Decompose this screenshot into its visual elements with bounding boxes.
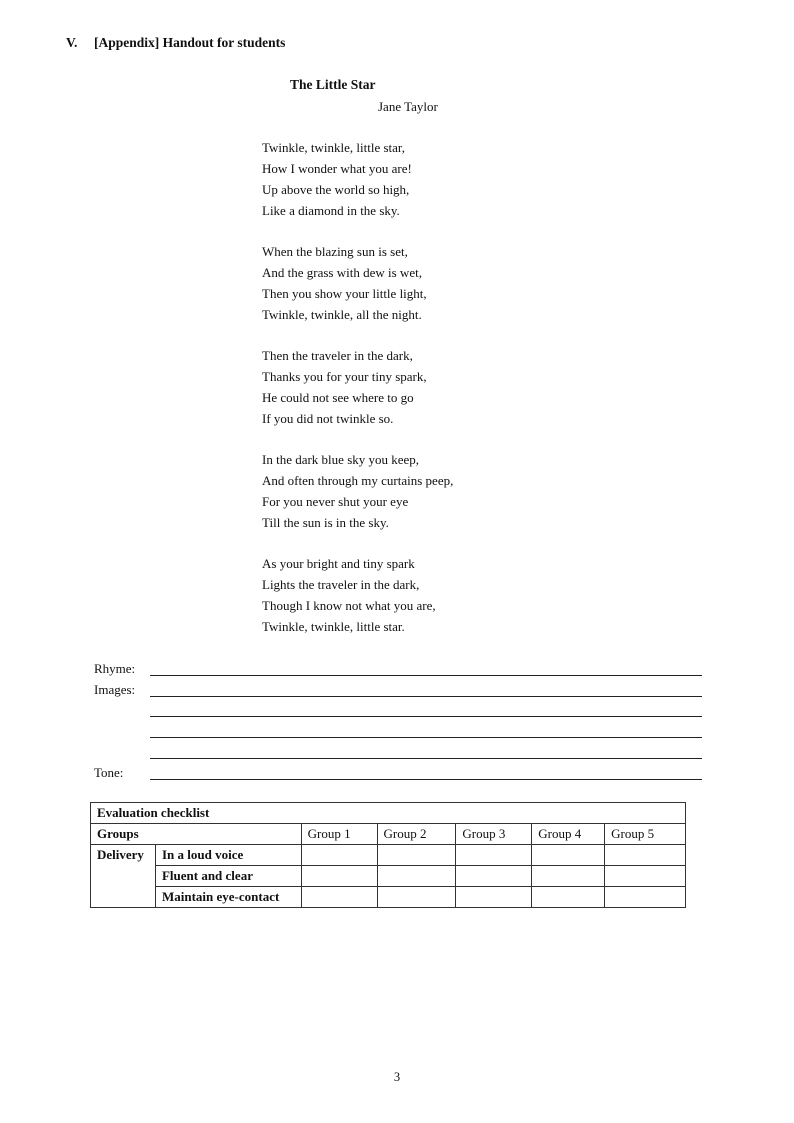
poem-line: In the dark blue sky you keep, [262, 452, 420, 467]
stanza-4 [262, 451, 453, 535]
stanza-5 [262, 555, 453, 639]
group-header-cell: Group 1 [301, 824, 377, 845]
poem-line: Twinkle, twinkle, little star. [262, 619, 405, 634]
criterion-row [91, 866, 686, 887]
group-header-cell: Group 4 [532, 824, 605, 845]
poem-line: Lights the traveler in the dark, [262, 577, 420, 592]
criterion-row [91, 887, 686, 908]
poem-line: For you never shut your eye [262, 494, 409, 509]
images-answer-line-2[interactable] [150, 716, 702, 717]
tone-label: Tone: [94, 765, 124, 780]
group-header-cell: Group 3 [456, 824, 532, 845]
score-cell[interactable] [605, 866, 686, 887]
score-cell[interactable] [301, 887, 377, 908]
checklist-header-row [91, 824, 686, 845]
poem-line: Till the sun is in the sky. [262, 515, 389, 530]
stanza-3 [262, 347, 453, 431]
criterion-label: Fluent and clear [155, 866, 301, 887]
score-cell[interactable] [456, 845, 532, 866]
stanza-2 [262, 243, 453, 327]
score-cell[interactable] [532, 845, 605, 866]
group-header-cell: Group 2 [377, 824, 456, 845]
score-cell[interactable] [456, 887, 532, 908]
poem-line: If you did not twinkle so. [262, 411, 394, 426]
poem-line: Twinkle, twinkle, all the night. [262, 307, 422, 322]
page-number: 3 [393, 1070, 401, 1084]
poem-body [262, 139, 453, 659]
poem-line: Then you show your little light, [262, 286, 427, 301]
score-cell[interactable] [301, 845, 377, 866]
poem-line: And the grass with dew is wet, [262, 265, 422, 280]
score-cell[interactable] [605, 887, 686, 908]
score-cell[interactable] [605, 845, 686, 866]
stanza-1 [262, 139, 453, 223]
criterion-row [91, 845, 686, 866]
checklist-title: Evaluation checklist [91, 803, 686, 824]
poem-line: Like a diamond in the sky. [262, 203, 400, 218]
images-answer-line-1[interactable] [150, 696, 702, 697]
groups-header: Groups [91, 824, 302, 845]
evaluation-checklist-table [90, 802, 686, 908]
poem-line: Twinkle, twinkle, little star, [262, 140, 405, 155]
score-cell[interactable] [301, 866, 377, 887]
poem-line: Up above the world so high, [262, 182, 410, 197]
section-heading [66, 35, 285, 51]
delivery-category: Delivery [91, 845, 156, 908]
group-header-cell: Group 5 [605, 824, 686, 845]
images-answer-line-3[interactable] [150, 737, 702, 738]
criterion-label: Maintain eye-contact [155, 887, 301, 908]
poem-line: Thanks you for your tiny spark, [262, 369, 427, 384]
score-cell[interactable] [377, 866, 456, 887]
score-cell[interactable] [532, 887, 605, 908]
score-cell[interactable] [456, 866, 532, 887]
section-title: [Appendix] Handout for students [94, 35, 286, 50]
section-number: V. [66, 35, 78, 50]
images-label: Images: [94, 682, 136, 697]
poem-line: How I wonder what you are! [262, 161, 412, 176]
checklist-title-row [91, 803, 686, 824]
criterion-label: In a loud voice [155, 845, 301, 866]
poem-line: Then the traveler in the dark, [262, 348, 413, 363]
score-cell[interactable] [377, 887, 456, 908]
poem-line: He could not see where to go [262, 390, 414, 405]
score-cell[interactable] [532, 866, 605, 887]
poem-author: Jane Taylor [378, 99, 438, 114]
tone-answer-line[interactable] [150, 779, 702, 780]
score-cell[interactable] [377, 845, 456, 866]
poem-title: The Little Star [290, 77, 376, 92]
rhyme-answer-line[interactable] [150, 675, 702, 676]
images-answer-line-4[interactable] [150, 758, 702, 759]
poem-line: As your bright and tiny spark [262, 556, 415, 571]
rhyme-label: Rhyme: [94, 661, 136, 676]
poem-line: When the blazing sun is set, [262, 244, 408, 259]
poem-line: Though I know not what you are, [262, 598, 436, 613]
poem-line: And often through my curtains peep, [262, 473, 454, 488]
